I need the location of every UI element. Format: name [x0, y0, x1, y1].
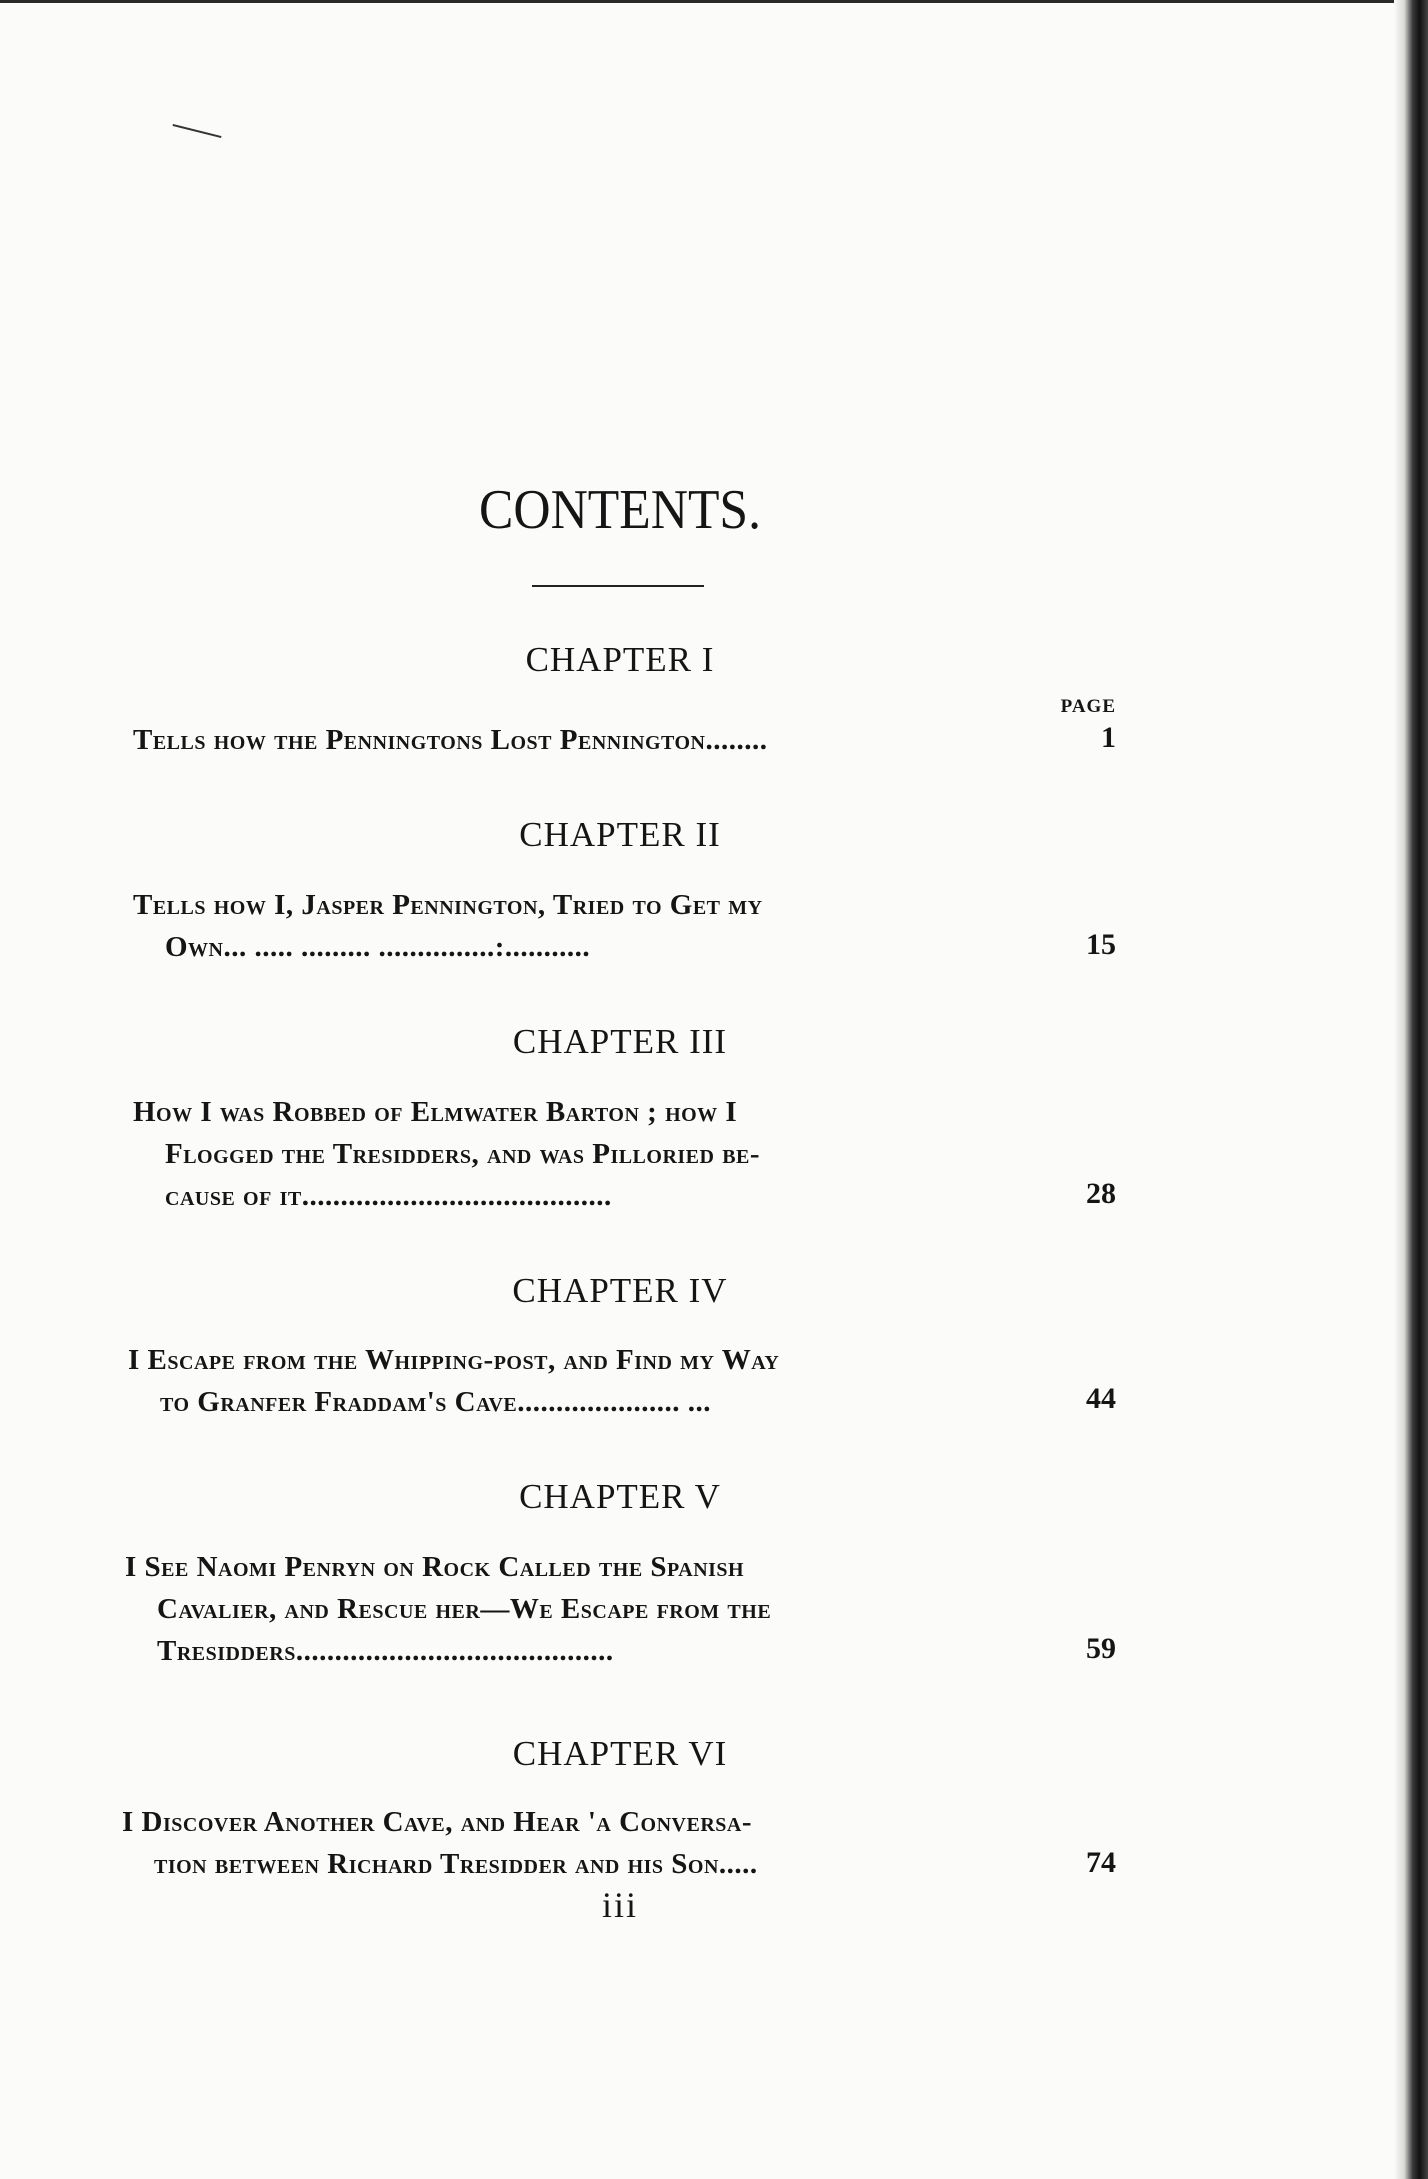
toc-entry-5: [125, 1546, 1045, 1672]
chapter-heading-6: CHAPTER VI: [512, 1734, 728, 1773]
page-title: CONTENTS.: [479, 479, 761, 541]
toc-entry-line: I Discover Another Cave, and Hear 'a Conversa-: [122, 1806, 752, 1838]
toc-entry-line: Flogged the Tresidders, and was Pilloried be-: [165, 1138, 761, 1170]
toc-entry-line: cause of it........................................: [165, 1180, 612, 1212]
page-number-2: 15: [1086, 928, 1116, 961]
toc-entry-line: Tells how the Penningtons Lost Pennington........: [133, 724, 768, 756]
page-number-3: 28: [1086, 1177, 1116, 1210]
toc-entry-line: Tresidders.........................................: [157, 1635, 614, 1667]
toc-entry-line: I Escape from the Whipping-post, and Find my Way: [128, 1344, 780, 1376]
page-number-6: 74: [1086, 1846, 1116, 1879]
toc-entry-6: [122, 1801, 1045, 1885]
toc-entry-3: [133, 1091, 1045, 1217]
toc-entry-4: [128, 1339, 1045, 1423]
scan-right-edge: [1394, 0, 1428, 2179]
toc-entry-line: I See Naomi Penryn on Rock Called the Spanish: [125, 1551, 745, 1583]
chapter-heading-2: CHAPTER II: [519, 815, 721, 854]
page-number-1: 1: [1101, 721, 1116, 754]
chapter-heading-4: CHAPTER IV: [512, 1271, 728, 1310]
page-number-5: 59: [1086, 1632, 1116, 1665]
scan-top-edge: [0, 0, 1428, 3]
toc-entry-line: How I was Robbed of Elmwater Barton ; how I: [133, 1096, 738, 1128]
toc-entry-line: to Granfer Fraddam's Cave..................... ...: [160, 1386, 712, 1418]
page-number-4: 44: [1086, 1382, 1116, 1415]
toc-entry-line: tion between Richard Tresidder and his Son.....: [154, 1848, 758, 1880]
toc-entry-1: [133, 719, 1045, 761]
title-rule: [532, 585, 704, 587]
toc-entry-line: Own... ..... ......... ...............:...........: [165, 931, 591, 963]
toc-entry-line: Tells how I, Jasper Pennington, Tried to Get my: [133, 889, 763, 921]
chapter-heading-5: CHAPTER V: [519, 1477, 721, 1516]
toc-entry-line: Cavalier, and Rescue her—We Escape from the: [157, 1593, 772, 1625]
page-column-label: PAGE: [1060, 696, 1116, 717]
chapter-heading-1: CHAPTER I: [525, 640, 715, 679]
folio-page-number: iii: [601, 1885, 638, 1925]
toc-entry-2: [133, 884, 1045, 968]
stray-pen-mark: [173, 124, 222, 138]
chapter-heading-3: CHAPTER III: [512, 1022, 728, 1061]
